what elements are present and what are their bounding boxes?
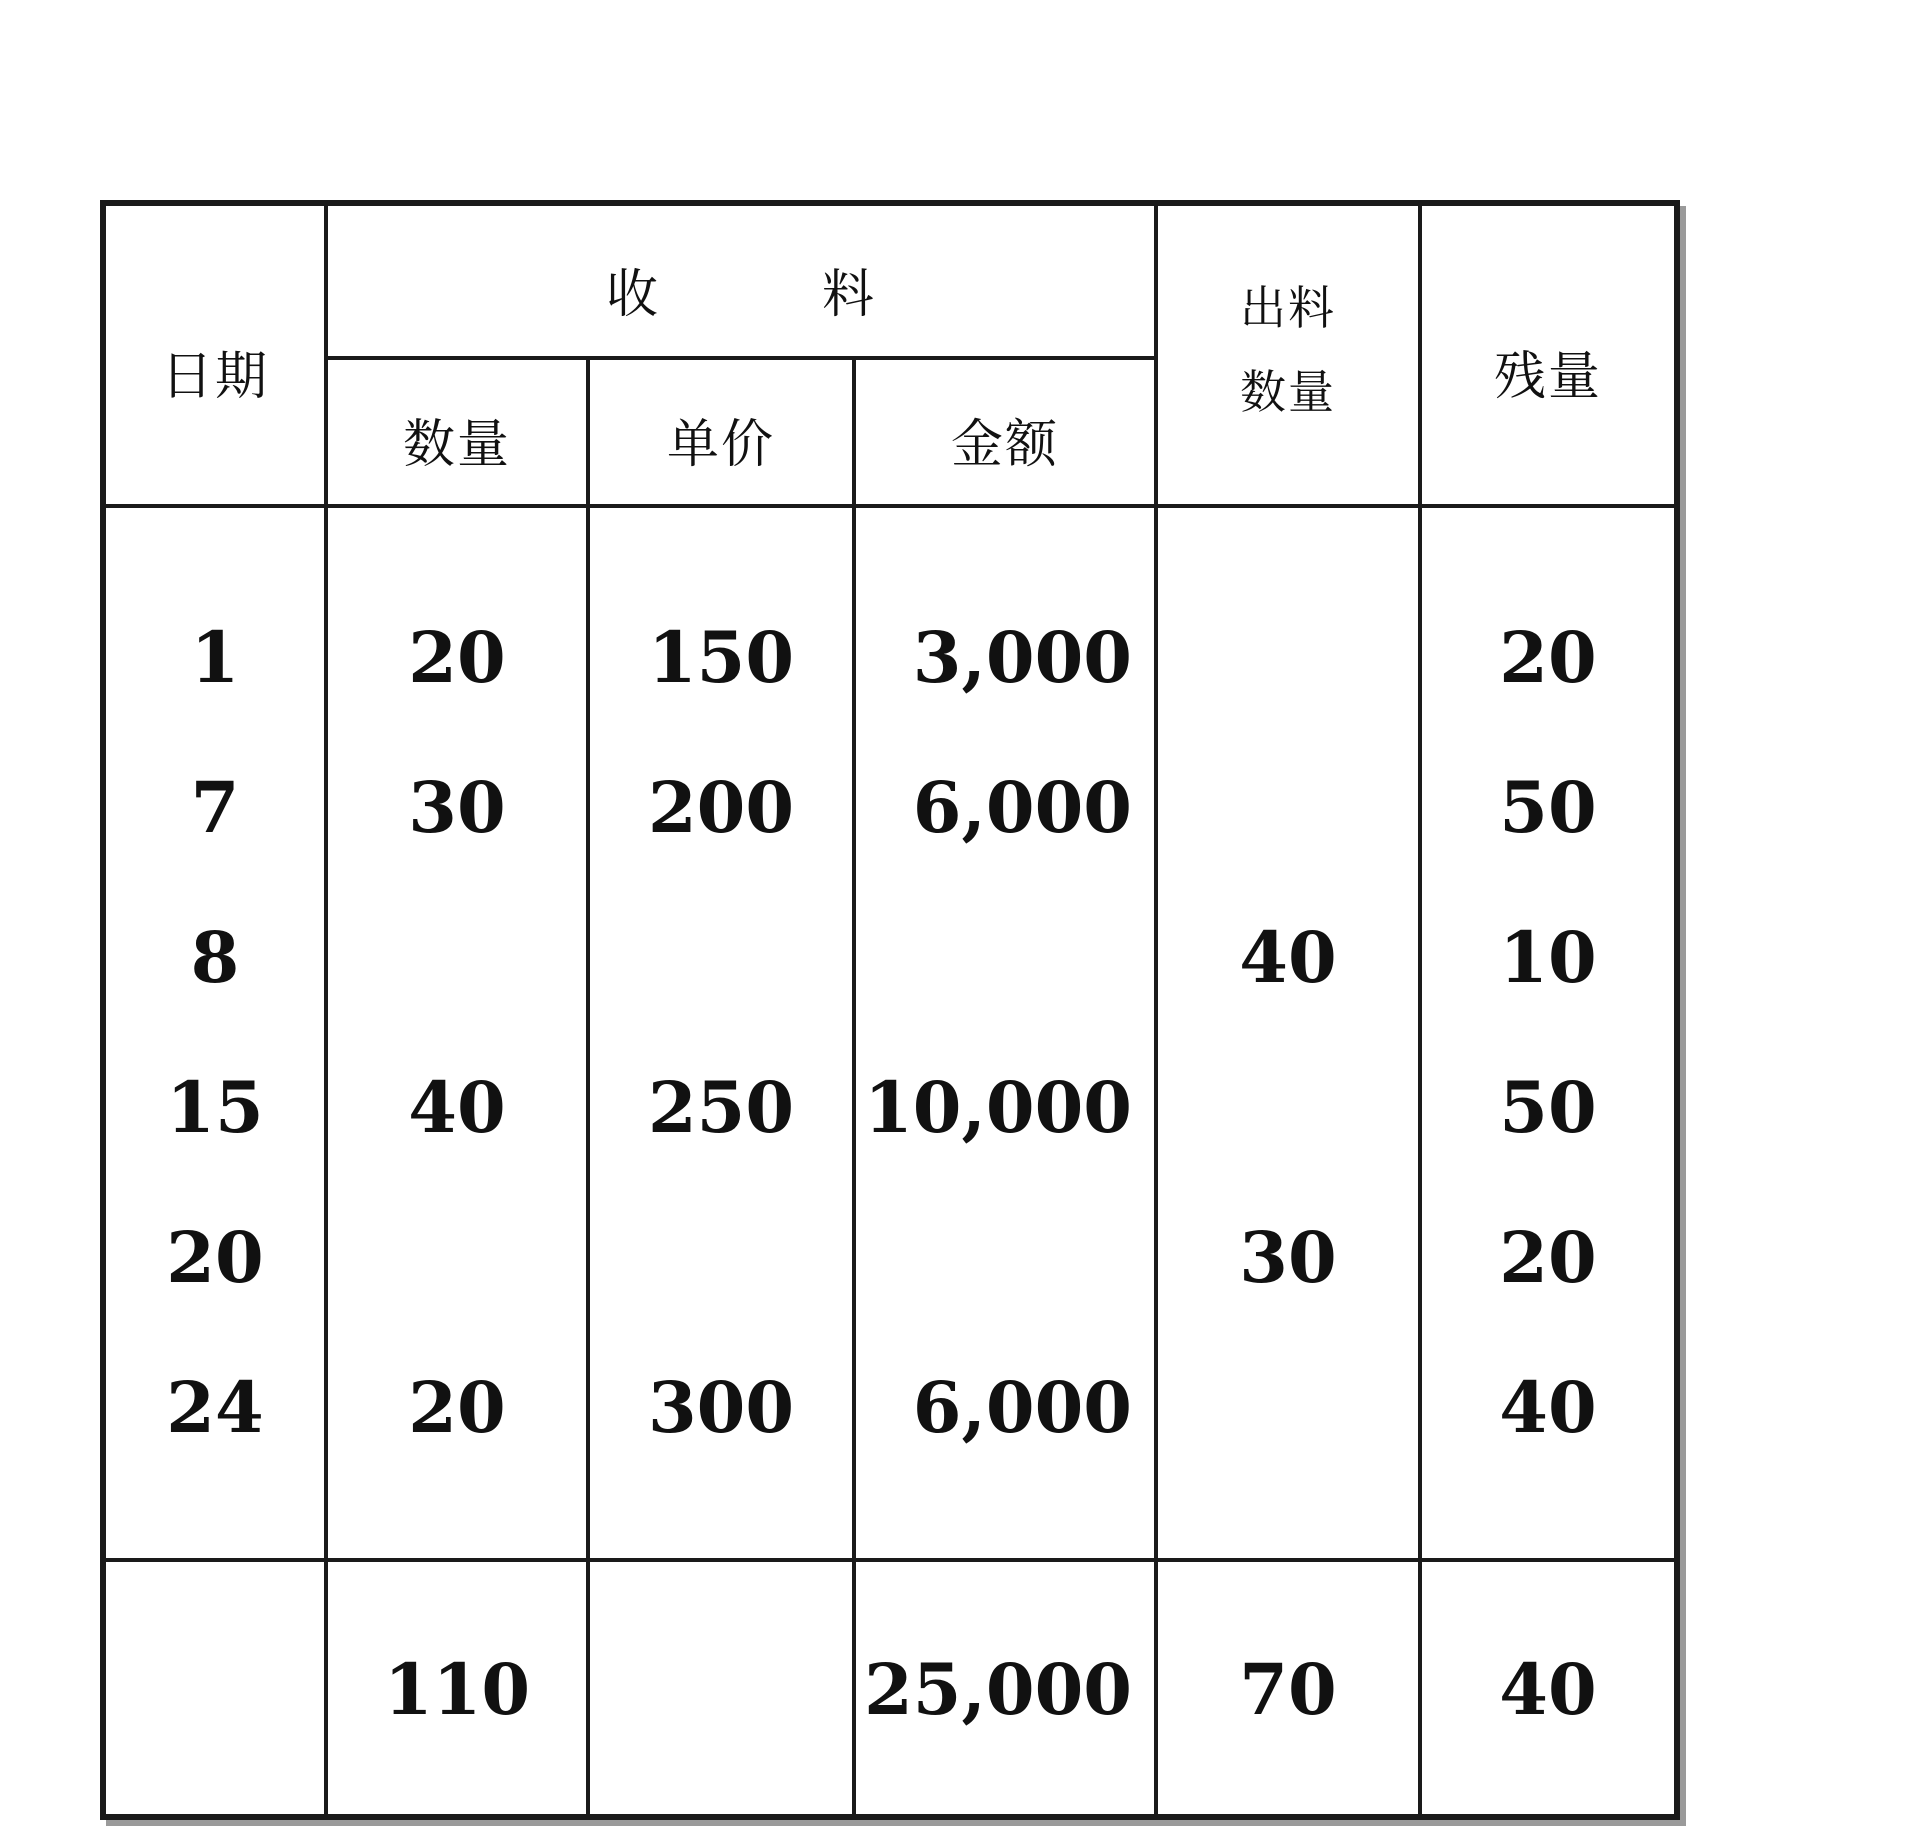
cell-issue: 30 — [1239, 1216, 1337, 1299]
cell-date: 24 — [166, 1366, 264, 1449]
col-divider-issue — [1418, 206, 1422, 1814]
col-divider-amount — [1154, 206, 1158, 1814]
cell-price: 250 — [647, 1066, 795, 1149]
cell-balance: 50 — [1499, 766, 1597, 849]
cell-date: 15 — [166, 1066, 264, 1149]
header-group-divider — [324, 356, 1156, 360]
cell-balance: 10 — [1499, 916, 1597, 999]
header-receive-qty: 数量 — [402, 415, 511, 475]
header-receive-group: 收 料 — [605, 265, 876, 325]
cell-balance: 50 — [1499, 1066, 1597, 1149]
header-amount: 金额 — [950, 415, 1059, 475]
header-date: 日期 — [160, 347, 269, 407]
total-amount: 25,000 — [864, 1648, 1132, 1731]
total-qty: 110 — [383, 1648, 531, 1731]
cell-date: 8 — [190, 916, 240, 999]
cell-price: 200 — [647, 766, 795, 849]
cell-date: 7 — [190, 766, 240, 849]
cell-amount: 3,000 — [912, 616, 1132, 699]
cell-balance: 20 — [1499, 1216, 1597, 1299]
total-issue: 70 — [1239, 1648, 1337, 1731]
cell-balance: 20 — [1499, 616, 1597, 699]
cell-balance: 40 — [1499, 1366, 1597, 1449]
totals-top-border — [106, 1558, 1674, 1562]
cell-qty: 20 — [408, 616, 506, 699]
cell-date: 1 — [190, 616, 240, 699]
cell-qty: 30 — [408, 766, 506, 849]
cell-date: 20 — [166, 1216, 264, 1299]
header-unit-price: 单价 — [666, 415, 775, 475]
cell-issue: 40 — [1239, 916, 1337, 999]
header-balance: 残量 — [1493, 347, 1602, 407]
total-balance: 40 — [1499, 1648, 1597, 1731]
cell-price: 150 — [647, 616, 795, 699]
cell-amount: 6,000 — [912, 766, 1132, 849]
cell-qty: 40 — [408, 1066, 506, 1149]
cell-amount: 6,000 — [912, 1366, 1132, 1449]
header-bottom-border — [106, 504, 1674, 508]
cell-price: 300 — [647, 1366, 795, 1449]
header-issue-qty: 出料 数量 — [1240, 281, 1336, 419]
cell-amount: 10,000 — [864, 1066, 1132, 1149]
ledger-table — [100, 200, 1680, 1820]
cell-qty: 20 — [408, 1366, 506, 1449]
